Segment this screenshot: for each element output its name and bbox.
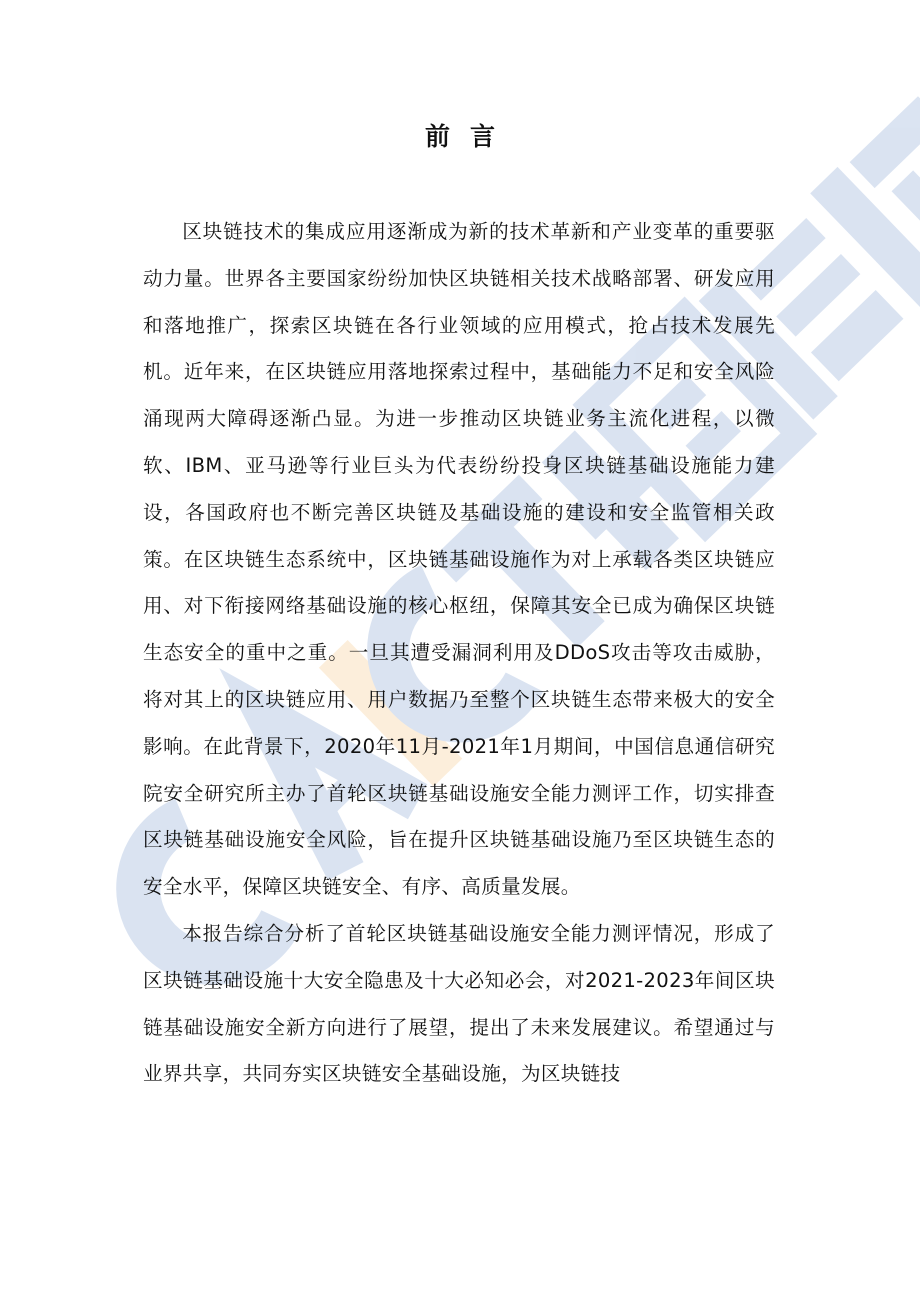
paragraph-2: 本报告综合分析了首轮区块链基础设施安全能力测评情况，形成了区块链基础设施十大安全隐患及十大必知必会，对2021-2023年间区块链基础设施安全新方向进行了展望，提出了未来发展建议。希望通过与业界共享，共同夯实区块链安全基础设施，为区块链技: [143, 921, 775, 1086]
document-body: [143, 209, 775, 1098]
paragraph-1: 区块链技术的集成应用逐渐成为新的技术革新和产业变革的重要驱动力量。世界各主要国家纷纷加快区块链相关技术战略部署、研发应用和落地推广，探索区块链在各行业领域的应用模式，抢占技术发展先机。近年来，在区块链应用落地探索过程中，基础能力不足和安全风险涌现两大障碍逐渐凸显。为进一步推动区块链业务主流化进程，以微软、IBM、亚马逊等行业巨头为代表纷纷投身区块链基础设施能力建设，各国政府也不断完善区块链及基础设施的建设和安全监管相关政策。在区块链生态系统中，区块链基础设施作为对上承载各类区块链应用、对下衔接网络基础设施的核心枢纽，保障其安全已成为确保区块链生态安全的重中之重。一旦其遭受漏洞利用及DDoS攻击等攻击威胁，将对其上的区块链应用、用户数据乃至整个区块链生态带来极大的安全影响。在此背景下，2020年11月-2021年1月期间，中国信息通信研究院安全研究所主办了首轮区块链基础设施安全能力测评工作，切实排查区块链基础设施安全风险，旨在提升区块链基础设施乃至区块链生态的安全水平，保障区块链安全、有序、高质量发展。: [143, 220, 775, 899]
page-title: 前言: [424, 122, 515, 151]
